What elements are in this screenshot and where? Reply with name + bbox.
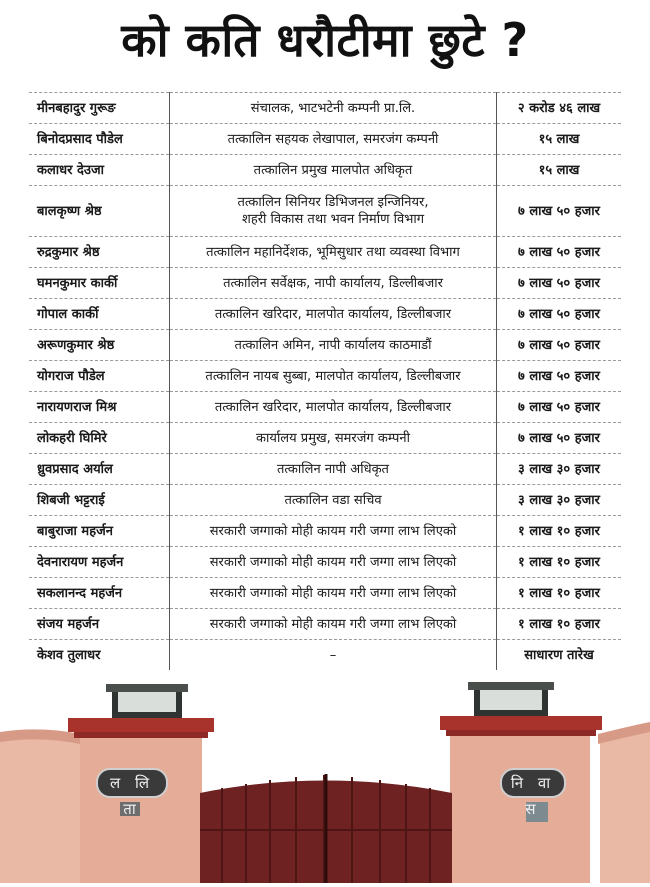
person-name: गोपाल कार्की (29, 299, 170, 330)
bail-amount: ७ लाख ५० हजार (497, 268, 622, 299)
table-row (29, 609, 621, 640)
position-line: तत्कालिन महानिर्देशक, भूमिसुधार तथा व्यवस्था विभाग (206, 244, 460, 260)
bail-amount: साधारण तारेख (497, 640, 622, 671)
table-row (29, 361, 621, 392)
person-position (170, 124, 497, 155)
person-name: बालकृष्ण श्रेष्ठ (29, 186, 170, 237)
person-name: केशव तुलाधर (29, 640, 170, 671)
bail-amount: ३ लाख ३० हजार (497, 485, 622, 516)
person-position (170, 578, 497, 609)
right-pillar (450, 728, 590, 883)
bail-amount: ७ लाख ५० हजार (497, 299, 622, 330)
person-position (170, 485, 497, 516)
position-line: सरकारी जग्गाको मोही कायम गरी जग्गा लाभ लिएको (209, 585, 457, 601)
person-position (170, 547, 497, 578)
bail-amount: ७ लाख ५० हजार (497, 423, 622, 454)
gate-illustration (0, 670, 650, 883)
person-name: ध्रुवप्रसाद अर्याल (29, 454, 170, 485)
table-row (29, 485, 621, 516)
table-row (29, 547, 621, 578)
position-line: तत्कालिन प्रमुख मालपोत अधिकृत (253, 162, 413, 178)
position-line: कार्यालय प्रमुख, समरजंग कम्पनी (256, 430, 410, 446)
position-line: तत्कालिन खरिदार, मालपोत कार्यालय, डिल्लीबजार (214, 306, 452, 322)
detainee-table (29, 92, 621, 671)
person-name: कलाधर देउजा (29, 155, 170, 186)
table-row (29, 124, 621, 155)
position-line: तत्कालिन नापी अधिकृत (277, 461, 389, 477)
right-name-sign: नि वा स (500, 768, 566, 798)
person-position (170, 640, 497, 671)
position-line: तत्कालिन वडा सचिव (284, 492, 382, 508)
table-row (29, 155, 621, 186)
table-row (29, 299, 621, 330)
position-line: तत्कालिन खरिदार, मालपोत कार्यालय, डिल्लीबजार (214, 399, 452, 415)
position-line: सरकारी जग्गाको मोही कायम गरी जग्गा लाभ लिएको (209, 616, 457, 632)
person-position (170, 423, 497, 454)
person-position (170, 186, 497, 237)
person-name: देवनारायण महर्जन (29, 547, 170, 578)
bail-amount: ७ लाख ५० हजार (497, 392, 622, 423)
position-line: सरकारी जग्गाको मोही कायम गरी जग्गा लाभ लिएको (209, 523, 457, 539)
person-name: घमनकुमार कार्की (29, 268, 170, 299)
bail-amount: १५ लाख (497, 155, 622, 186)
right-pillar-cap (440, 716, 602, 730)
person-name: सकलानन्द महर्जन (29, 578, 170, 609)
table-row (29, 330, 621, 361)
person-position (170, 237, 497, 268)
person-position (170, 609, 497, 640)
table-row (29, 578, 621, 609)
position-line: – (329, 647, 337, 663)
table-row (29, 93, 621, 124)
left-pillar (80, 728, 202, 883)
person-position (170, 93, 497, 124)
table-row (29, 423, 621, 454)
position-line: तत्कालिन नायब सुब्बा, मालपोत कार्यालय, डिल्लीबजार (205, 368, 461, 384)
person-name: शिबजी भट्टराई (29, 485, 170, 516)
person-position (170, 268, 497, 299)
person-name: मीनबहादुर गुरूङ (29, 93, 170, 124)
bail-amount: १ लाख १० हजार (497, 609, 622, 640)
bail-amount: ७ लाख ५० हजार (497, 361, 622, 392)
person-name: योगराज पौडेल (29, 361, 170, 392)
person-name: रुद्रकुमार श्रेष्ठ (29, 237, 170, 268)
person-name: नारायणराज मिश्र (29, 392, 170, 423)
left-name-sign: ल लि ता (96, 768, 168, 798)
person-position (170, 454, 497, 485)
bail-amount: १ लाख १० हजार (497, 516, 622, 547)
bail-amount: ७ लाख ५० हजार (497, 330, 622, 361)
bail-amount: १ लाख १० हजार (497, 547, 622, 578)
bail-amount: ३ लाख ३० हजार (497, 454, 622, 485)
left-pillar-cap (68, 718, 214, 732)
bail-amount: ७ लाख ५० हजार (497, 186, 622, 237)
bail-amount: २ करोड ४६ लाख (497, 93, 622, 124)
position-line: तत्कालिन सर्वेक्षक, नापी कार्यालय, डिल्लीबजार (223, 275, 443, 291)
table-row (29, 516, 621, 547)
position-line-2: शहरी विकास तथा भवन निर्माण विभाग (241, 212, 425, 227)
bail-amount: १५ लाख (497, 124, 622, 155)
table-row (29, 392, 621, 423)
table-row (29, 454, 621, 485)
person-name: अरूणकुमार श्रेष्ठ (29, 330, 170, 361)
bail-amount: ७ लाख ५० हजार (497, 237, 622, 268)
person-name: बाबुराजा महर्जन (29, 516, 170, 547)
person-position (170, 155, 497, 186)
position-line: तत्कालिन सिनियर डिभिजनल इन्जिनियर, (237, 195, 429, 210)
person-name: संजय महर्जन (29, 609, 170, 640)
left-wall (0, 737, 80, 883)
person-name: लोकहरी घिमिरे (29, 423, 170, 454)
person-position (170, 299, 497, 330)
right-wall (600, 730, 650, 883)
table-row (29, 186, 621, 237)
position-line: तत्कालिन अमिन, नापी कार्यालय काठमाडौं (234, 337, 432, 353)
position-line: सरकारी जग्गाको मोही कायम गरी जग्गा लाभ लिएको (209, 554, 457, 570)
table-row (29, 268, 621, 299)
person-name: बिनोदप्रसाद पौडेल (29, 124, 170, 155)
table-row (29, 237, 621, 268)
person-position (170, 392, 497, 423)
position-line: तत्कालिन सहयक लेखापाल, समरजंग कम्पनी (227, 131, 439, 147)
position-line: संचालक, भाटभटेनी कम्पनी प्रा.लि. (250, 100, 416, 116)
page-title: को कति धरौटीमा छुटे ? (121, 13, 529, 67)
person-position (170, 361, 497, 392)
person-position (170, 330, 497, 361)
person-position (170, 516, 497, 547)
table-row (29, 640, 621, 671)
bail-amount: १ लाख १० हजार (497, 578, 622, 609)
